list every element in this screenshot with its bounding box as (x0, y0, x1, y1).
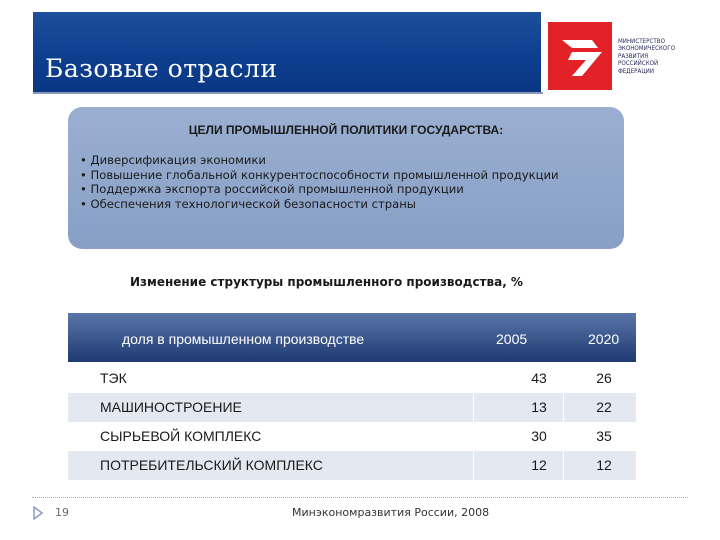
table-column-divider (473, 364, 474, 480)
ministry-name-line: ФЕДЕРАЦИИ (618, 67, 654, 75)
ministry-name-line: ЭКОНОМИЧЕСКОГО (618, 45, 676, 53)
table-header (68, 313, 636, 362)
source-note: Минэкономразвития России, 2008 (292, 506, 490, 519)
policy-goal-item: • Повышение глобальной конкурентоспособности промышленной продукции (80, 167, 559, 182)
table-cell-2020: 12 (596, 457, 612, 473)
page-title: Базовые отрасли (45, 54, 278, 83)
ministry-logo (548, 22, 612, 90)
table-header-2005: 2005 (496, 331, 528, 347)
table-caption: Изменение структуры промышленного производства, % (130, 275, 523, 289)
ministry-name-line: МИНИСТЕРСТВО (618, 38, 665, 45)
policy-goals-box (68, 107, 624, 249)
table-cell-sector: СЫРЬЕВОЙ КОМПЛЕКС (100, 428, 262, 444)
table-row (68, 393, 636, 422)
table-cell-2005: 12 (531, 457, 547, 473)
arrow-logo-icon (548, 22, 612, 90)
slide-arrow-icon (32, 506, 44, 520)
table-row (68, 364, 636, 393)
table-header-label: доля в промышленном производстве (122, 331, 365, 347)
page-number: 19 (55, 506, 69, 519)
policy-goal-item: • Поддержка экспорта российской промышленной продукции (80, 182, 464, 197)
table-cell-2020: 22 (596, 399, 612, 415)
title-underline (33, 92, 543, 94)
table-cell-2005: 30 (531, 428, 547, 444)
ministry-name-line: РАЗВИТИЯ (618, 52, 649, 60)
table-row (68, 422, 636, 451)
table-cell-2020: 26 (596, 370, 612, 386)
ministry-name (618, 38, 708, 75)
ministry-name-line: РОССИЙСКОЙ (618, 60, 659, 68)
table-cell-sector: МАШИНОСТРОЕНИЕ (100, 399, 242, 415)
title-banner (33, 12, 541, 92)
table-column-divider (563, 364, 564, 480)
table-cell-2005: 43 (531, 370, 547, 386)
table-row (68, 451, 636, 480)
table-cell-sector: ТЭК (100, 370, 127, 386)
policy-goals-list (80, 153, 600, 211)
footer-divider (32, 497, 688, 498)
table-header-2020: 2020 (588, 331, 620, 347)
policy-goal-item: • Диверсификация экономики (80, 153, 266, 167)
policy-goal-item: • Обеспечения технологической безопасности страны (80, 196, 416, 211)
policy-goals-title: ЦЕЛИ ПРОМЫШЛЕННОЙ ПОЛИТИКИ ГОСУДАРСТВА: (188, 123, 504, 137)
table-cell-2020: 35 (596, 428, 612, 444)
table-cell-2005: 13 (531, 399, 547, 415)
table-cell-sector: ПОТРЕБИТЕЛЬСКИЙ КОМПЛЕКС (100, 457, 323, 473)
